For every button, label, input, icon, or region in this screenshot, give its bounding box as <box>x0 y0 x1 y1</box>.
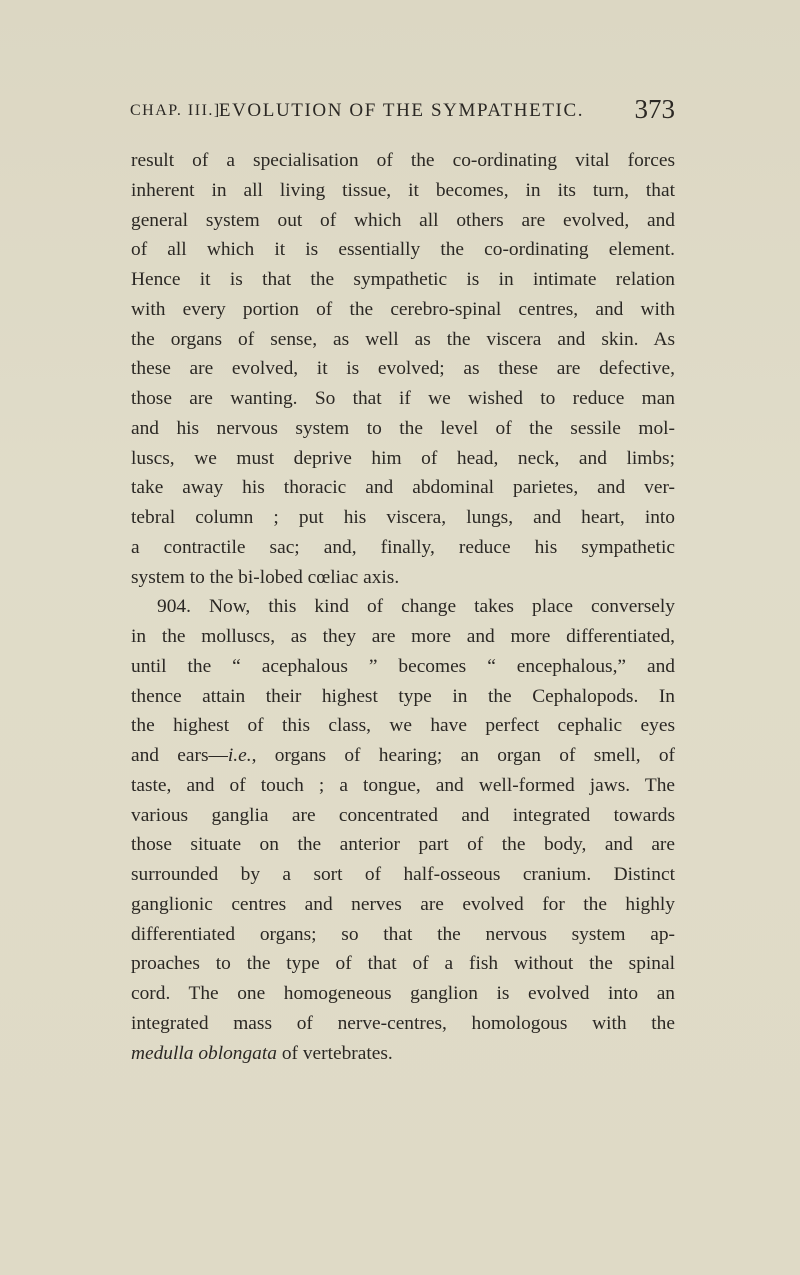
running-head <box>130 96 675 136</box>
text-line: cord. The one homogeneous ganglion is evolved into an <box>131 983 675 1004</box>
text-line: general system out of which all others are evolved, and <box>131 209 675 231</box>
running-title: EVOLUTION OF THE SYMPATHETIC. <box>218 100 585 121</box>
text-line: integrated mass of nerve-centres, homologous with the <box>131 1012 675 1034</box>
text-line: those are wanting. So that if we wished to reduce man <box>131 388 675 409</box>
text-line: those situate on the anterior part of the body, and are <box>131 834 675 856</box>
text-line: of all which it is essentially the co-ordinating element. <box>131 239 675 261</box>
text-line: medulla oblongata of vertebrates. <box>131 1042 393 1064</box>
text-line: these are evolved, it is evolved; as these are defective, <box>131 358 675 380</box>
text-line: thence attain their highest type in the Cephalopods. In <box>131 685 675 707</box>
text-line: result of a specialisation of the co-ordinating vital forces <box>131 150 675 171</box>
text-line: in the molluscs, as they are more and more differentiated, <box>131 626 675 647</box>
text-line: inherent in all living tissue, it becomes, in its turn, that <box>131 179 675 201</box>
text-line: luscs, we must deprive him of head, neck, and limbs; <box>131 447 675 469</box>
body-text <box>131 146 675 1068</box>
page-number: 373 <box>634 94 675 124</box>
text-line: proaches to the type of that of a fish without the spinal <box>131 953 675 975</box>
text-line: 904. Now, this kind of change takes place conversely <box>157 596 675 618</box>
text-line: Hence it is that the sympathetic is in intimate relation <box>131 269 675 290</box>
text-line: a contractile sac; and, finally, reduce his sympathetic <box>131 536 675 558</box>
text-line: tebral column ; put his viscera, lungs, and heart, into <box>131 507 675 528</box>
text-line: the highest of this class, we have perfect cephalic eyes <box>131 715 675 737</box>
text-line: surrounded by a sort of half-osseous cranium. Distinct <box>131 864 675 885</box>
text-line: differentiated organs; so that the nervous system ap- <box>131 923 675 945</box>
text-line: take away his thoracic and abdominal parietes, and ver- <box>131 477 675 499</box>
text-line: ganglionic centres and nerves are evolved for the highly <box>131 893 675 915</box>
text-line: system to the bi-lobed cœliac axis. <box>131 566 400 588</box>
text-line: until the “ acephalous ” becomes “ encephalous,” and <box>131 655 675 677</box>
text-line: various ganglia are concentrated and integrated towards <box>131 804 675 826</box>
text-line: the organs of sense, as well as the viscera and skin. As <box>131 328 675 350</box>
text-line: with every portion of the cerebro-spinal centres, and with <box>131 298 675 320</box>
text-line: and ears—i.e., organs of hearing; an organ of smell, of <box>131 745 676 766</box>
text-line: and his nervous system to the level of the sessile mol- <box>131 417 675 439</box>
chapter-label: CHAP. III.] <box>130 102 221 119</box>
text-line: taste, and of touch ; a tongue, and well-formed jaws. The <box>131 774 675 796</box>
